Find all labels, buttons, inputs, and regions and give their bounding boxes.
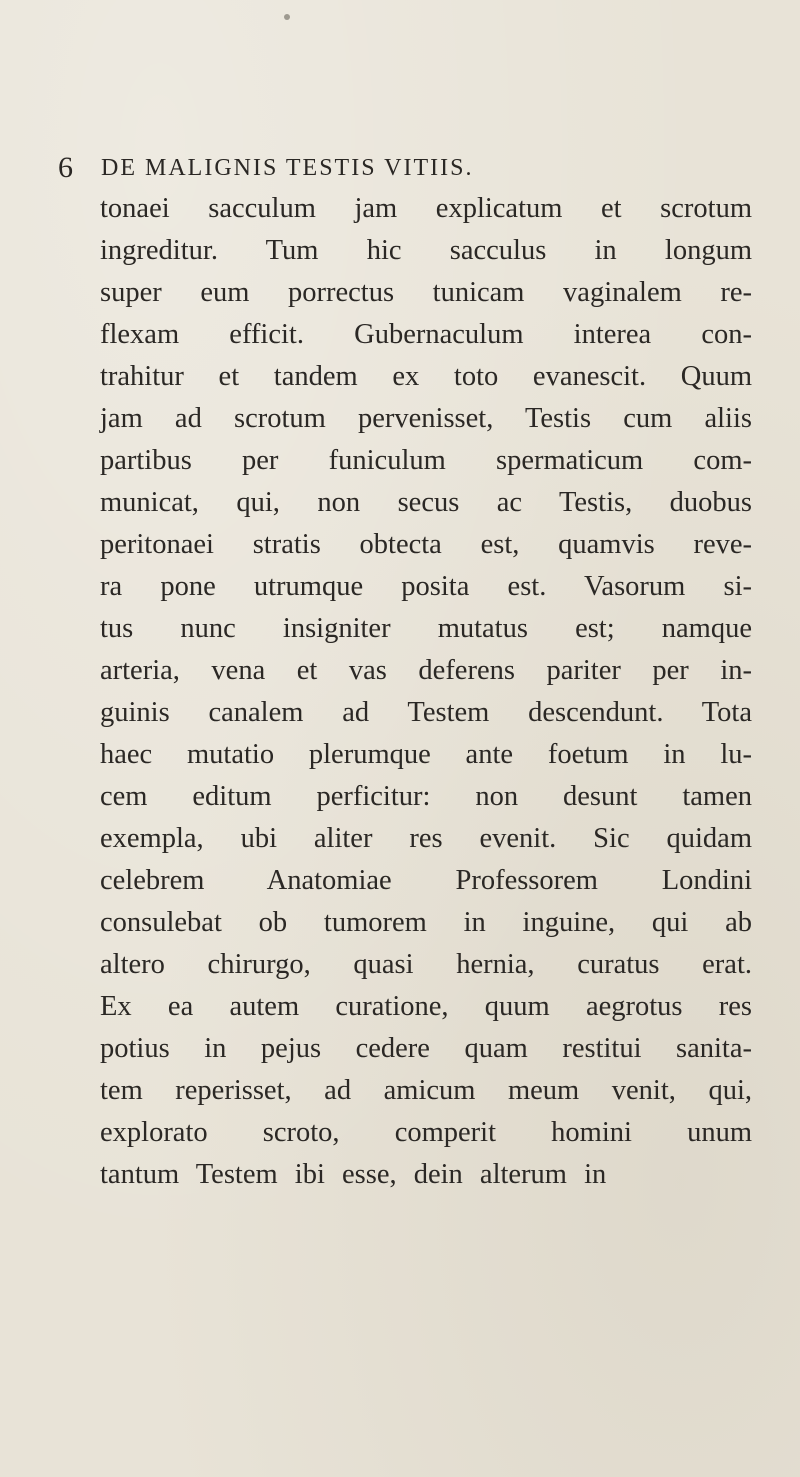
text-line: tus nunc insigniter mutatus est; namque	[100, 613, 752, 644]
text-line: peritonaei stratis obtecta est, quamvis reve-	[100, 529, 752, 560]
text-line: consulebat ob tumorem in inguine, qui ab	[100, 907, 752, 938]
text-line: ingreditur. Tum hic sacculus in longum	[100, 235, 752, 266]
text-line: ra pone utrumque posita est. Vasorum si-	[100, 571, 752, 602]
text-line: celebrem Anatomiae Professorem Londini	[100, 865, 752, 896]
text-line: explorato scroto, comperit homini unum	[100, 1117, 752, 1148]
text-line: potius in pejus cedere quam restitui sanita-	[100, 1033, 752, 1064]
text-line: super eum porrectus tunicam vaginalem re-	[100, 277, 752, 308]
text-line: tonaei sacculum jam explicatum et scrotum	[100, 193, 752, 224]
body-text	[100, 188, 752, 1196]
running-head	[58, 150, 738, 186]
text-line: cem editum perficitur: non desunt tamen	[100, 781, 752, 812]
text-line: tem reperisset, ad amicum meum venit, qui,	[100, 1075, 752, 1106]
text-line: tantum Testem ibi esse, dein alterum in	[100, 1159, 607, 1190]
text-line: altero chirurgo, quasi hernia, curatus erat.	[100, 949, 752, 980]
text-line: arteria, vena et vas deferens pariter per in-	[100, 655, 752, 686]
text-line: exempla, ubi aliter res evenit. Sic quidam	[100, 823, 752, 854]
text-line: trahitur et tandem ex toto evanescit. Quum	[100, 361, 752, 392]
ink-speck	[284, 14, 290, 20]
page-number: 6	[58, 151, 73, 184]
text-line: guinis canalem ad Testem descendunt. Tota	[100, 697, 752, 728]
running-title: DE MALIGNIS TESTIS VITIIS.	[101, 155, 474, 181]
text-line: partibus per funiculum spermaticum com-	[100, 445, 752, 476]
text-line: jam ad scrotum pervenisset, Testis cum aliis	[100, 403, 752, 434]
text-line: municat, qui, non secus ac Testis, duobus	[100, 487, 752, 518]
text-line: Ex ea autem curatione, quum aegrotus res	[100, 991, 752, 1022]
text-line: haec mutatio plerumque ante foetum in lu-	[100, 739, 752, 770]
text-line: flexam efficit. Gubernaculum interea con-	[100, 319, 752, 350]
